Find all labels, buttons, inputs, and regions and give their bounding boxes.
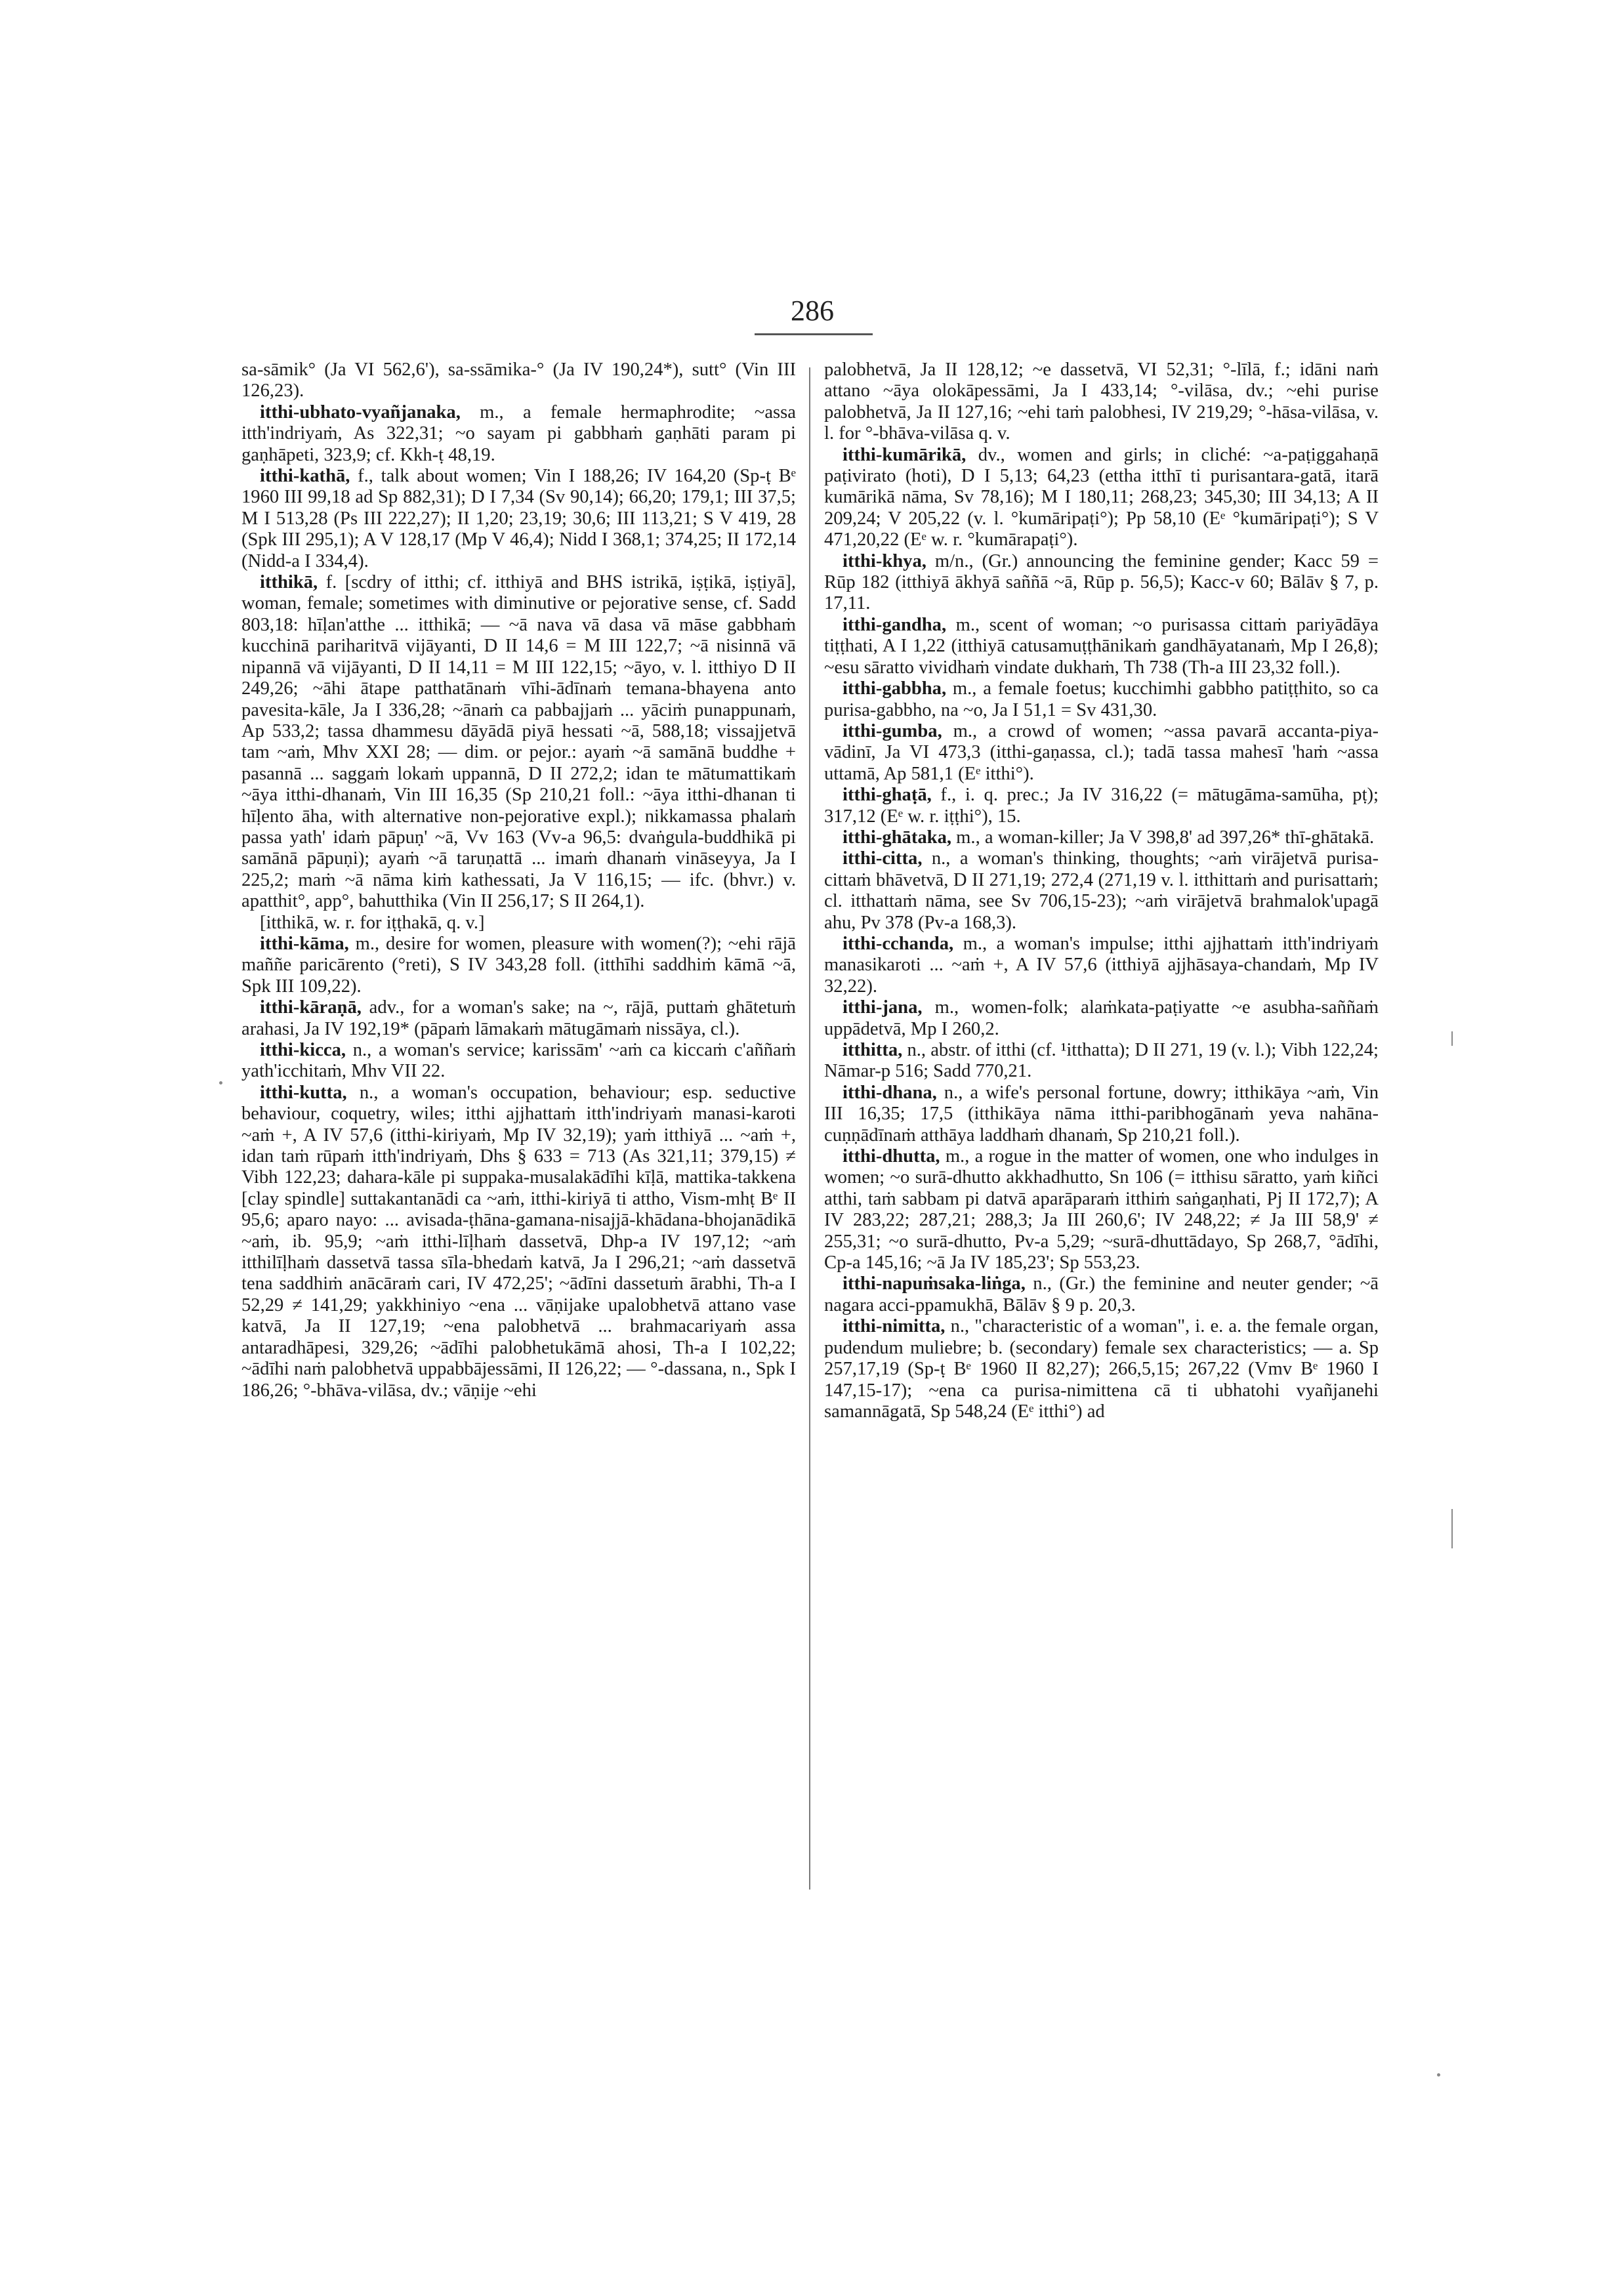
entry-body: m., a rogue in the matter of women, one who indulges in women; ~o surā-dhutto akkhadhutto, Sn 106 (= itthisu sāratto, yaṁ kiñci atthi, taṁ sabbam pi datvā aparāparaṁ itthiṁ saṅgaṇhati, Pj II 172,7); A IV 283,22; 287,21; 288,3; Ja III 260,6'; IV 248,22; ≠ Ja III 58,9' ≠ 255,31; ~o surā-dhutto, Pv-a 5,29; ~surā-dhuttādayo, Sp 268,7, °ādīhi, Cp-a 145,16; ~ā Ja IV 185,23'; Sp 553,23. bbox=[824, 1146, 1379, 1273]
entry-headword: itthi-kāraṇā, bbox=[260, 997, 362, 1018]
column-divider bbox=[809, 367, 810, 1890]
entry-body: n., (Gr.) the feminine and neuter gender; ~ā nagara acci-ppamukhā, Bālāv § 9 p. 20,3. bbox=[824, 1273, 1379, 1315]
entry-headword: itthi-kāma, bbox=[260, 933, 349, 954]
entry-headword: itthi-ghaṭā, bbox=[843, 785, 932, 806]
dictionary-entry bbox=[824, 551, 1379, 615]
dictionary-entry bbox=[241, 572, 796, 913]
entry-headword: itthitta, bbox=[843, 1040, 903, 1060]
dictionary-entry bbox=[824, 848, 1379, 934]
entry-body: palobhetvā, Ja II 128,12; ~e dassetvā, VI 52,31; °-līlā, f.; idāni naṁ attano ~āya olokāpessāmi, Ja I 433,14; °-vilāsa, dv.; ~ehi purise palobhetvā, Ja II 127,16; ~ehi taṁ palobhesi, IV 219,29; °-hāsa-vilāsa, v. l. for °-bhāva-vilāsa q. v. bbox=[824, 360, 1379, 444]
entry-headword: itthi-kathā, bbox=[260, 466, 350, 487]
scan-speck bbox=[219, 1081, 222, 1085]
entry-body: m., desire for women, pleasure with women(?); ~ehi rājā maññe paricārento (°reti), S IV 343,28 foll. (itthīhi saddhiṁ kāmā ~ā, Spk III 109,22). bbox=[241, 933, 796, 997]
entry-headword: itthi-gandha, bbox=[843, 614, 947, 635]
entry-headword: itthi-kutta, bbox=[260, 1082, 347, 1103]
entry-headword: itthi-kicca, bbox=[260, 1040, 346, 1060]
entry-body: m., a female hermaphrodite; ~assa itth'indriyaṁ, As 322,31; ~o sayam pi gabbhaṁ gaṇhāti param pi gaṇhāpeti, 323,9; cf. Kkh-ṭ 48,19. bbox=[241, 402, 796, 465]
dictionary-entry bbox=[241, 466, 796, 572]
dictionary-entry bbox=[824, 997, 1379, 1040]
entry-headword: itthikā, bbox=[260, 572, 318, 593]
dictionary-entry bbox=[241, 360, 796, 402]
entry-body: m., a woman's impulse; itthi ajjhattaṁ itth'indriyaṁ manasikaroti ... ~aṁ +, A IV 57,6 (itthiyā ajjhāsaya-chandaṁ, Mp IV 32,22). bbox=[824, 933, 1379, 997]
dictionary-entry bbox=[824, 827, 1379, 848]
dictionary-entry bbox=[824, 721, 1379, 785]
entry-headword: itthi-khya, bbox=[843, 550, 927, 571]
dictionary-entry bbox=[241, 997, 796, 1040]
entry-body: n., abstr. of itthi (cf. ¹itthatta); D II 271, 19 (v. l.); Vibh 122,24; Nāmar-p 516; Sadd 770,21. bbox=[824, 1040, 1379, 1082]
dictionary-entry bbox=[824, 678, 1379, 721]
scan-mark bbox=[1451, 1031, 1453, 1046]
entry-body: dv., women and girls; in cliché: ~a-paṭiggahaṇā paṭivirato (hoti), D I 5,13; 64,23 (ettha itthī ti purisantara-gatā, itarā kumārikā nāma, Sv 78,16); M I 180,11; 268,23; 345,30; III 34,13; A II 209,24; V 205,22 (v. l. °kumāripaṭi°); Pp 58,10 (Eᵉ °kumāripaṭi°); S V 471,20,22 (Eᵉ w. r. °kumārapaṭi°). bbox=[824, 444, 1379, 550]
entry-body: n., "characteristic of a woman", i. e. a. the female organ, pudendum muliebre; b. (secondary) female sex characteristics; — a. Sp 257,17,19 (Sp-ṭ Bᵉ 1960 II 82,27); 266,5,15; 267,22 (Vmv Bᵉ 1960 I 147,15-17); ~ena ca purisa-nimittena cā ti ubhatohi vyañjanehi samannāgatā, Sp 548,24 (Eᵉ itthi°) ad bbox=[824, 1316, 1379, 1422]
dictionary-entry bbox=[824, 1040, 1379, 1083]
entry-body: n., a woman's service; karissām' ~aṁ ca kiccaṁ c'aññaṁ yath'icchitaṁ, Mhv VII 22. bbox=[241, 1040, 796, 1082]
entry-body: m., a crowd of women; ~assa pavarā accanta-piya-vādinī, Ja VI 473,3 (itthi-gaṇassa, cl.); tadā tassa mahesī 'haṁ ~assa uttamā, Ap 581,1 (Eᵉ itthi°). bbox=[824, 720, 1379, 784]
left-column bbox=[241, 360, 796, 1401]
entry-headword: itthi-ghātaka, bbox=[843, 827, 952, 848]
entry-body: n., a wife's personal fortune, dowry; itthikāya ~aṁ, Vin III 16,35; 17,5 (itthikāya nāma itthi-paribhogānaṁ yeva nahāna-cuṇṇādīnaṁ atthāya laddhaṁ dhanaṁ, Sp 210,21 foll.). bbox=[824, 1082, 1379, 1146]
scan-mark bbox=[1451, 1509, 1453, 1548]
dictionary-entry bbox=[824, 1273, 1379, 1316]
dictionary-entry bbox=[824, 360, 1379, 445]
entry-body: sa-sāmik° (Ja VI 562,6'), sa-ssāmika-° (Ja IV 190,24*), sutt° (Vin III 126,23). bbox=[241, 360, 796, 402]
dictionary-entry bbox=[824, 934, 1379, 997]
dictionary-entry bbox=[824, 615, 1379, 678]
dictionary-entry bbox=[241, 1083, 796, 1401]
dictionary-entry bbox=[824, 445, 1379, 551]
dictionary-entry bbox=[824, 785, 1379, 827]
entry-body: [itthikā, w. r. for iṭṭhakā, q. v.] bbox=[260, 912, 485, 933]
entry-body: m., a woman-killer; Ja V 398,8' ad 397,26* thī-ghātakā. bbox=[951, 827, 1375, 848]
entry-body: m., women-folk; alaṁkata-paṭiyatte ~e asubha-saññaṁ uppādetvā, Mp I 260,2. bbox=[824, 997, 1379, 1039]
entry-headword: itthi-dhutta, bbox=[843, 1146, 940, 1167]
entry-body: m., a female foetus; kucchimhi gabbho patiṭṭhito, so ca purisa-gabbho, na ~o, Ja I 51,1 = Sv 431,30. bbox=[824, 678, 1379, 720]
entry-headword: itthi-citta, bbox=[843, 848, 923, 869]
entry-headword: itthi-kumārikā, bbox=[843, 444, 967, 465]
entry-body: m., scent of woman; ~o purisassa cittaṁ pariyādāya tiṭṭhati, A I 1,22 (itthiyā catusamuṭṭhānikaṁ gandhāyatanaṁ, Mp I 26,8); ~esu sāratto vividhaṁ vindate dukhaṁ, Th 738 (Th-a III 23,32 foll.). bbox=[824, 614, 1379, 678]
entry-body: n., a woman's occupation, behaviour; esp. seductive behaviour, coquetry, wiles; itthi ajjhattaṁ itth'indriyaṁ manasi-karoti ~aṁ +, A IV 57,6 (itthi-kiriyaṁ, Mp IV 32,19); yaṁ itthiyā ... ~aṁ +, idan taṁ rūpaṁ itth'indriyaṁ, Dhs § 633 = 713 (As 321,11; 379,15) ≠ Vibh 122,23; dahara-kāle pi suppaka-musalakādīhi kīḷā, mattika-takkena [clay spindle] suttakantanādi ca ~aṁ, itthi-kiriyā ti attho, Vism-mhṭ Bᵉ II 95,6; aparo nayo: ... avisada-ṭhāna-gamana-nisajjā-khādana-bhojanādikā ~aṁ, ib. 95,9; ~aṁ itthi-līḷhaṁ dassetvā, Dhp-a IV 197,12; ~aṁ itthilīḷhaṁ dassetvā tassa sīla-bhedaṁ katvā, Ja I 296,21; ~aṁ dassetvā tena saddhiṁ anācāraṁ cari, IV 472,25'; ~ādīni dassetuṁ ārabhi, Th-a I 52,29 ≠ 141,29; yakkhiniyo ~ena ... vāṇijake upalobhetvā attano vase katvā, Ja II 127,19; ~ena palobhetvā ... brahmacariyaṁ assa antaradhāpesi, 329,26; ~ādīhi palobhetukāmā ahosi, Th-a I 102,22; ~ādīhi naṁ palobhetvā uppabbājessāmi, II 126,22; — °-dassana, n., Spk I 186,26; °-bhāva-vilāsa, dv.; vāṇije ~ehi bbox=[241, 1082, 796, 1401]
entry-headword: itthi-dhana, bbox=[843, 1082, 937, 1103]
entry-body: f., talk about women; Vin I 188,26; IV 164,20 (Sp-ṭ Bᵉ 1960 III 99,18 ad Sp 882,31); D I 7,34 (Sv 90,14); 66,20; 179,1; III 37,5; M I 513,28 (Ps III 222,27); II 1,20; 23,19; 30,6; III 113,21; S V 419, 28 (Spk III 295,1); A V 128,17 (Mp V 46,4); Nidd I 368,1; 374,25; II 172,14 (Nidd-a I 334,4). bbox=[241, 466, 796, 571]
entry-headword: itthi-cchanda, bbox=[843, 933, 954, 954]
scan-speck bbox=[1437, 2073, 1440, 2077]
dictionary-entry bbox=[824, 1316, 1379, 1422]
dictionary-entry bbox=[241, 1040, 796, 1083]
dictionary-entry bbox=[824, 1083, 1379, 1146]
dictionary-entry bbox=[241, 402, 796, 466]
entry-body: f. [scdry of itthi; cf. itthiyā and BHS istrikā, iṣṭikā, iṣṭiyā], woman, female; sometimes with diminutive or pejorative sense, cf. Sadd 803,18: hīḷan'atthe ... itthikā; — ~ā nava vā dasa vā māse gabbhaṁ kucchinā pariharitvā vijāyanti, D II 14,6 = M III 122,7; ~ā nisinnā vā nipannā vā vijāyanti, D II 14,11 = M III 122,15; ~āyo, v. l. itthiyo D II 249,26; ~āhi ātape patthatānaṁ vīhi-ādīnaṁ temana-bhayena anto pavesita-kāle, Ja I 336,28; ~ānaṁ ca pabbajjaṁ ... yāciṁ punappunaṁ, Ap 533,2; tassa dhammesu dāyādā piyā hessati ~ā, 588,18; vissajjetvā tam ~aṁ, Mhv XXI 28; — dim. or pejor.: ayaṁ ~ā samānā buddhe + pasannā ... saggaṁ lokaṁ uppannā, D II 272,2; idan te mātumattikaṁ ~āya itthi-dhanaṁ, Vin III 16,35 (Sp 210,21 foll.: ~āya itthi-dhanan ti hīḷento āha, with alternative non-pejorative expl.); nikkamassa phalaṁ passa yath' idaṁ pāpuṇ' ~ā, Vv 163 (Vv-a 96,5: dvaṅgula-buddhikā pi samānā pāpuṇi); ayaṁ ~ā taruṇattā ... imaṁ dhanaṁ vināseyya, Ja I 225,2; maṁ ~ā nāma kiṁ kathessati, Ja V 116,15; — ifc. (bhvr.) v. apatthit°, app°, bahutthika (Vin II 256,17; S II 264,1). bbox=[241, 572, 796, 912]
dictionary-entry bbox=[241, 913, 796, 934]
entry-body: m/n., (Gr.) announcing the feminine gender; Kacc 59 = Rūp 182 (itthiyā ākhyā saññā ~ā, Rūp p. 56,5); Kacc-v 60; Bālāv § 7, p. 17,11. bbox=[824, 550, 1379, 614]
entry-headword: itthi-nimitta, bbox=[843, 1316, 946, 1337]
dictionary-entry bbox=[241, 934, 796, 997]
entry-body: n., a woman's thinking, thoughts; ~aṁ virājetvā purisa-cittaṁ bhāvetvā, D II 271,19; 272,4 (271,19 v. l. itthittaṁ and purisattaṁ; cl. itthattaṁ nāma, see Sv 706,15-23); ~aṁ virājetvā brahmalok'upagā ahu, Pv 378 (Pv-a 168,3). bbox=[824, 848, 1379, 933]
right-column bbox=[824, 360, 1379, 1422]
entry-headword: itthi-jana, bbox=[843, 997, 923, 1018]
entry-headword: itthi-napuṁsaka-liṅga, bbox=[843, 1273, 1026, 1294]
entry-body: f., i. q. prec.; Ja IV 316,22 (= mātugāma-samūha, pṭ); 317,12 (Eᵉ w. r. iṭṭhi°), 15. bbox=[824, 785, 1379, 827]
entry-headword: itthi-gabbha, bbox=[843, 678, 947, 699]
page-number-rule bbox=[755, 333, 873, 335]
page-number: 286 bbox=[791, 295, 834, 327]
entry-headword: itthi-ubhato-vyañjanaka, bbox=[260, 402, 461, 423]
dictionary-entry bbox=[824, 1146, 1379, 1273]
entry-body: adv., for a woman's sake; na ~, rājā, puttaṁ ghātetuṁ arahasi, Ja IV 192,19* (pāpaṁ lāmakaṁ mātugāmaṁ nissāya, cl.). bbox=[241, 997, 796, 1039]
entry-headword: itthi-gumba, bbox=[843, 720, 942, 741]
